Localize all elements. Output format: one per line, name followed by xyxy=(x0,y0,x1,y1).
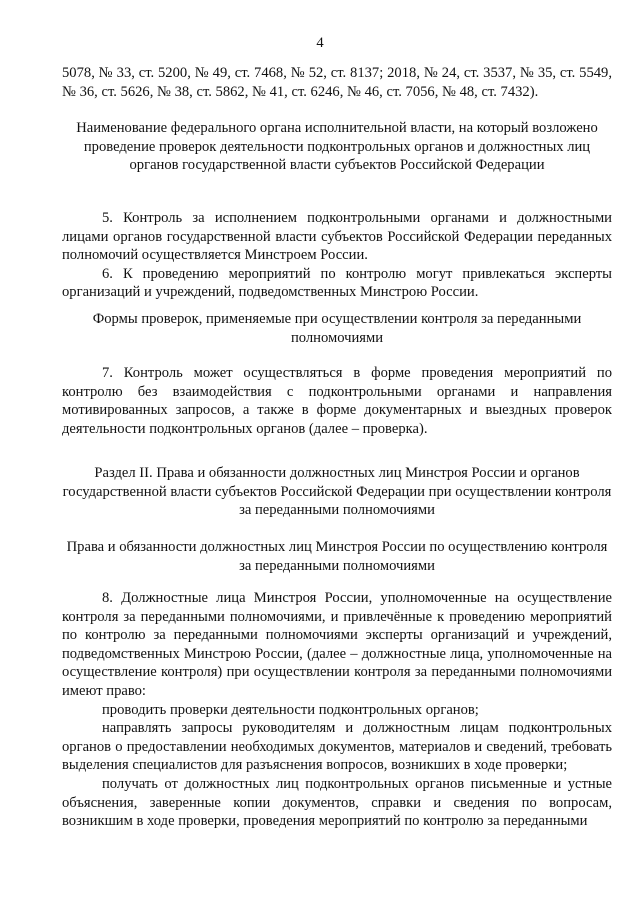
forms-heading-block xyxy=(62,310,612,347)
agency-heading-block xyxy=(62,119,612,175)
paragraph-7: 7. Контроль может осуществляться в форме проведения мероприятий по контролю без взаимодействия с подконтрольными органами и направления мотивированных запросов, а также в форме документарных и выездных проверок деятельности подконтрольных органов (далее – проверка). xyxy=(62,365,612,437)
right-item-3: получать от должностных лиц подконтрольных органов письменные и устные объяснения, заверенные копии документов, справки и сведения по вопросам, возникшим в ходе проверки, проведения мероприятий по контролю за переданными xyxy=(62,775,612,830)
right-item-1: проводить проверки деятельности подконтрольных органов; xyxy=(102,701,479,718)
forms-body xyxy=(62,364,612,438)
continuation-paragraph: 5078, № 33, ст. 5200, № 49, ст. 7468, № 52, ст. 8137; 2018, № 24, ст. 3537, № 35, ст. 5549, № 36, ст. 5626, № 38, ст. 5862, № 41, ст. 6246, № 46, ст. 7056, № 48, ст. 7432). xyxy=(62,65,612,100)
agency-body xyxy=(62,209,612,302)
section-2-subheading-block xyxy=(62,538,612,575)
section-2-heading: Раздел II. Права и обязанности должностных лиц Минстроя России и органов государственной власти субъектов Российской Федерации при осуществлении контроля за переданными полномочиями xyxy=(62,465,612,519)
forms-section-heading: Формы проверок, применяемые при осуществлении контроля за переданными полномочиями xyxy=(92,311,582,346)
section-2-subheading: Права и обязанности должностных лиц Минстроя России по осуществлению контроля за переданными полномочиями xyxy=(66,539,608,574)
right-item-2: направлять запросы руководителям и должностным лицам подконтрольных органов о предоставлении необходимых документов, материалов и сведений, требовать выделения специалистов для разъяснения вопросов, возникших в ходе проверки; xyxy=(62,720,612,774)
paragraph-5: 5. Контроль за исполнением подконтрольными органами и должностными лицами органов государственной власти субъектов Российской Федерации переданных полномочий осуществляется Минстроем России. xyxy=(62,210,612,264)
section-2-body xyxy=(62,589,612,831)
page-number: 4 xyxy=(316,35,324,51)
paragraph-8: 8. Должностные лица Минстроя России, уполномоченные на осуществление контроля за переданными полномочиями, и привлечённые к проведению мероприятий по контролю за переданными полномочиями эксперты организаций и учреждений, подведомственных Минстрою России, (далее – должностные лица, уполномоченные на осуществление контроля) при осуществлении контроля за переданными полномочиями имеют право: xyxy=(62,590,612,699)
continuation-block xyxy=(62,64,612,101)
paragraph-6: 6. К проведению мероприятий по контролю могут привлекаться эксперты организаций и учреждений, подведомственных Минстрою России. xyxy=(62,265,612,301)
agency-section-heading: Наименование федерального органа исполнительной власти, на который возложено проведение проверок деятельности подконтрольных органов и должностных лиц органов государственной власти субъектов Российской Федерации xyxy=(76,120,598,174)
section-2-heading-block xyxy=(62,464,612,520)
